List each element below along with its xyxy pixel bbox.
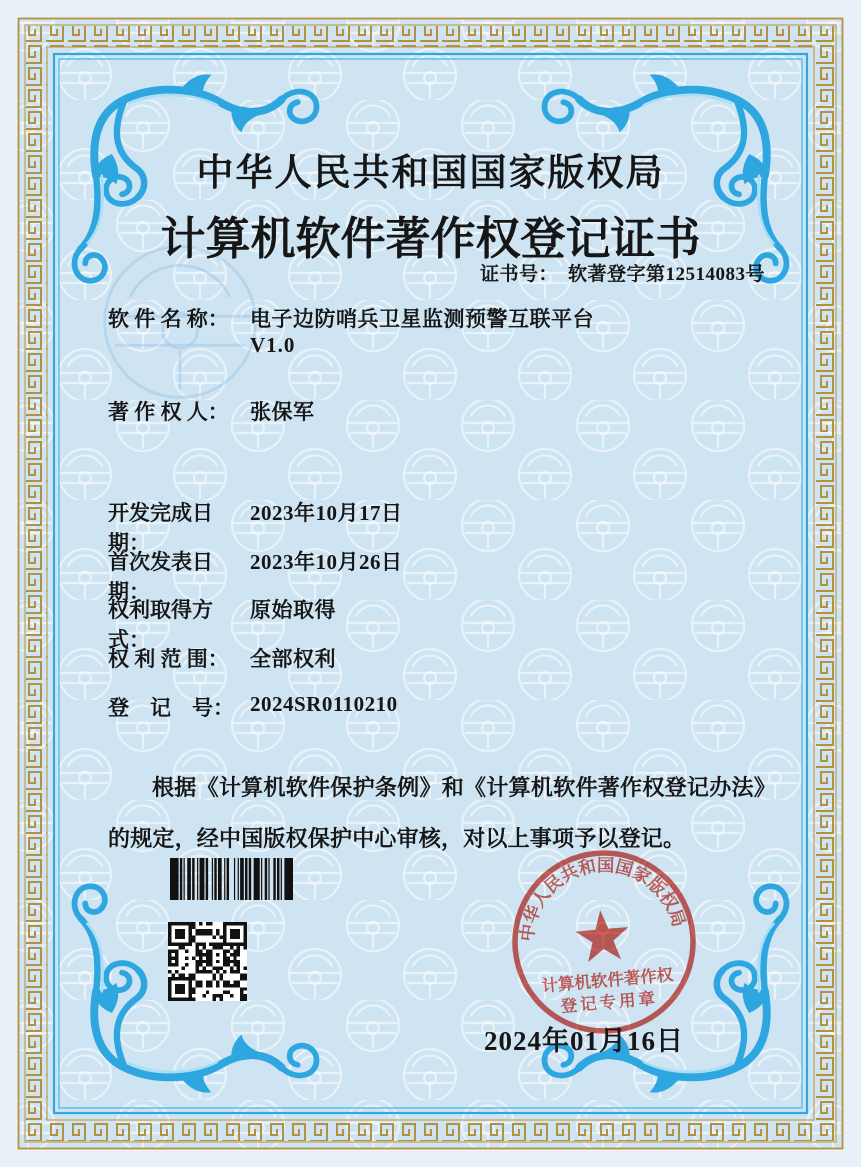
field-label: 首次发表日期： [108, 550, 213, 604]
field-label: 登 记 号： [108, 696, 234, 720]
software-version: V1.0 [250, 333, 296, 357]
registration-statement: 根据《计算机软件保护条例》和《计算机软件著作权登记办法》的规定，经中国版权保护中心审核，对以上事项予以登记。 [108, 775, 776, 851]
field-label: 权利取得方式： [108, 598, 213, 652]
seal-line1: 计算机软件著作权 [540, 965, 674, 996]
field-value: 2023年10月17日 [250, 501, 403, 525]
field-rights-scope [108, 643, 336, 673]
field-value: 全部权利 [250, 647, 336, 671]
field-software-name [108, 303, 594, 333]
field-value: 张保军 [250, 400, 315, 424]
field-label: 开发完成日期： [108, 501, 213, 555]
field-value: 原始取得 [250, 598, 336, 622]
certificate-number-line [480, 259, 765, 286]
issue-date: 2024年01月16日 [484, 1026, 684, 1056]
barcode [170, 858, 293, 900]
field-value: 2024SR0110210 [250, 692, 398, 716]
field-value: 2023年10月26日 [250, 550, 403, 574]
seal-ring-text: 中华人民共和国国家版权局 [516, 855, 690, 943]
issuing-authority-title: 中华人民共和国国家版权局 [196, 153, 665, 194]
field-label: 软 件 名 称： [108, 307, 229, 331]
field-copyright-owner [108, 396, 315, 426]
seal-line2: 登记专用章 [559, 988, 659, 1016]
qr-code [168, 922, 247, 1001]
field-registration-number [108, 692, 398, 722]
seal-star-icon [574, 908, 631, 963]
certificate-number-value: 软著登字第12514083号 [567, 264, 765, 285]
certificate-number-label: 证书号： [479, 264, 558, 285]
field-label: 著 作 权 人： [108, 400, 229, 424]
field-label: 权 利 范 围： [108, 647, 229, 671]
field-value: 电子边防哨兵卫星监测预警互联平台 [250, 307, 594, 331]
certificate-title: 计算机软件著作权登记证书 [160, 214, 701, 264]
